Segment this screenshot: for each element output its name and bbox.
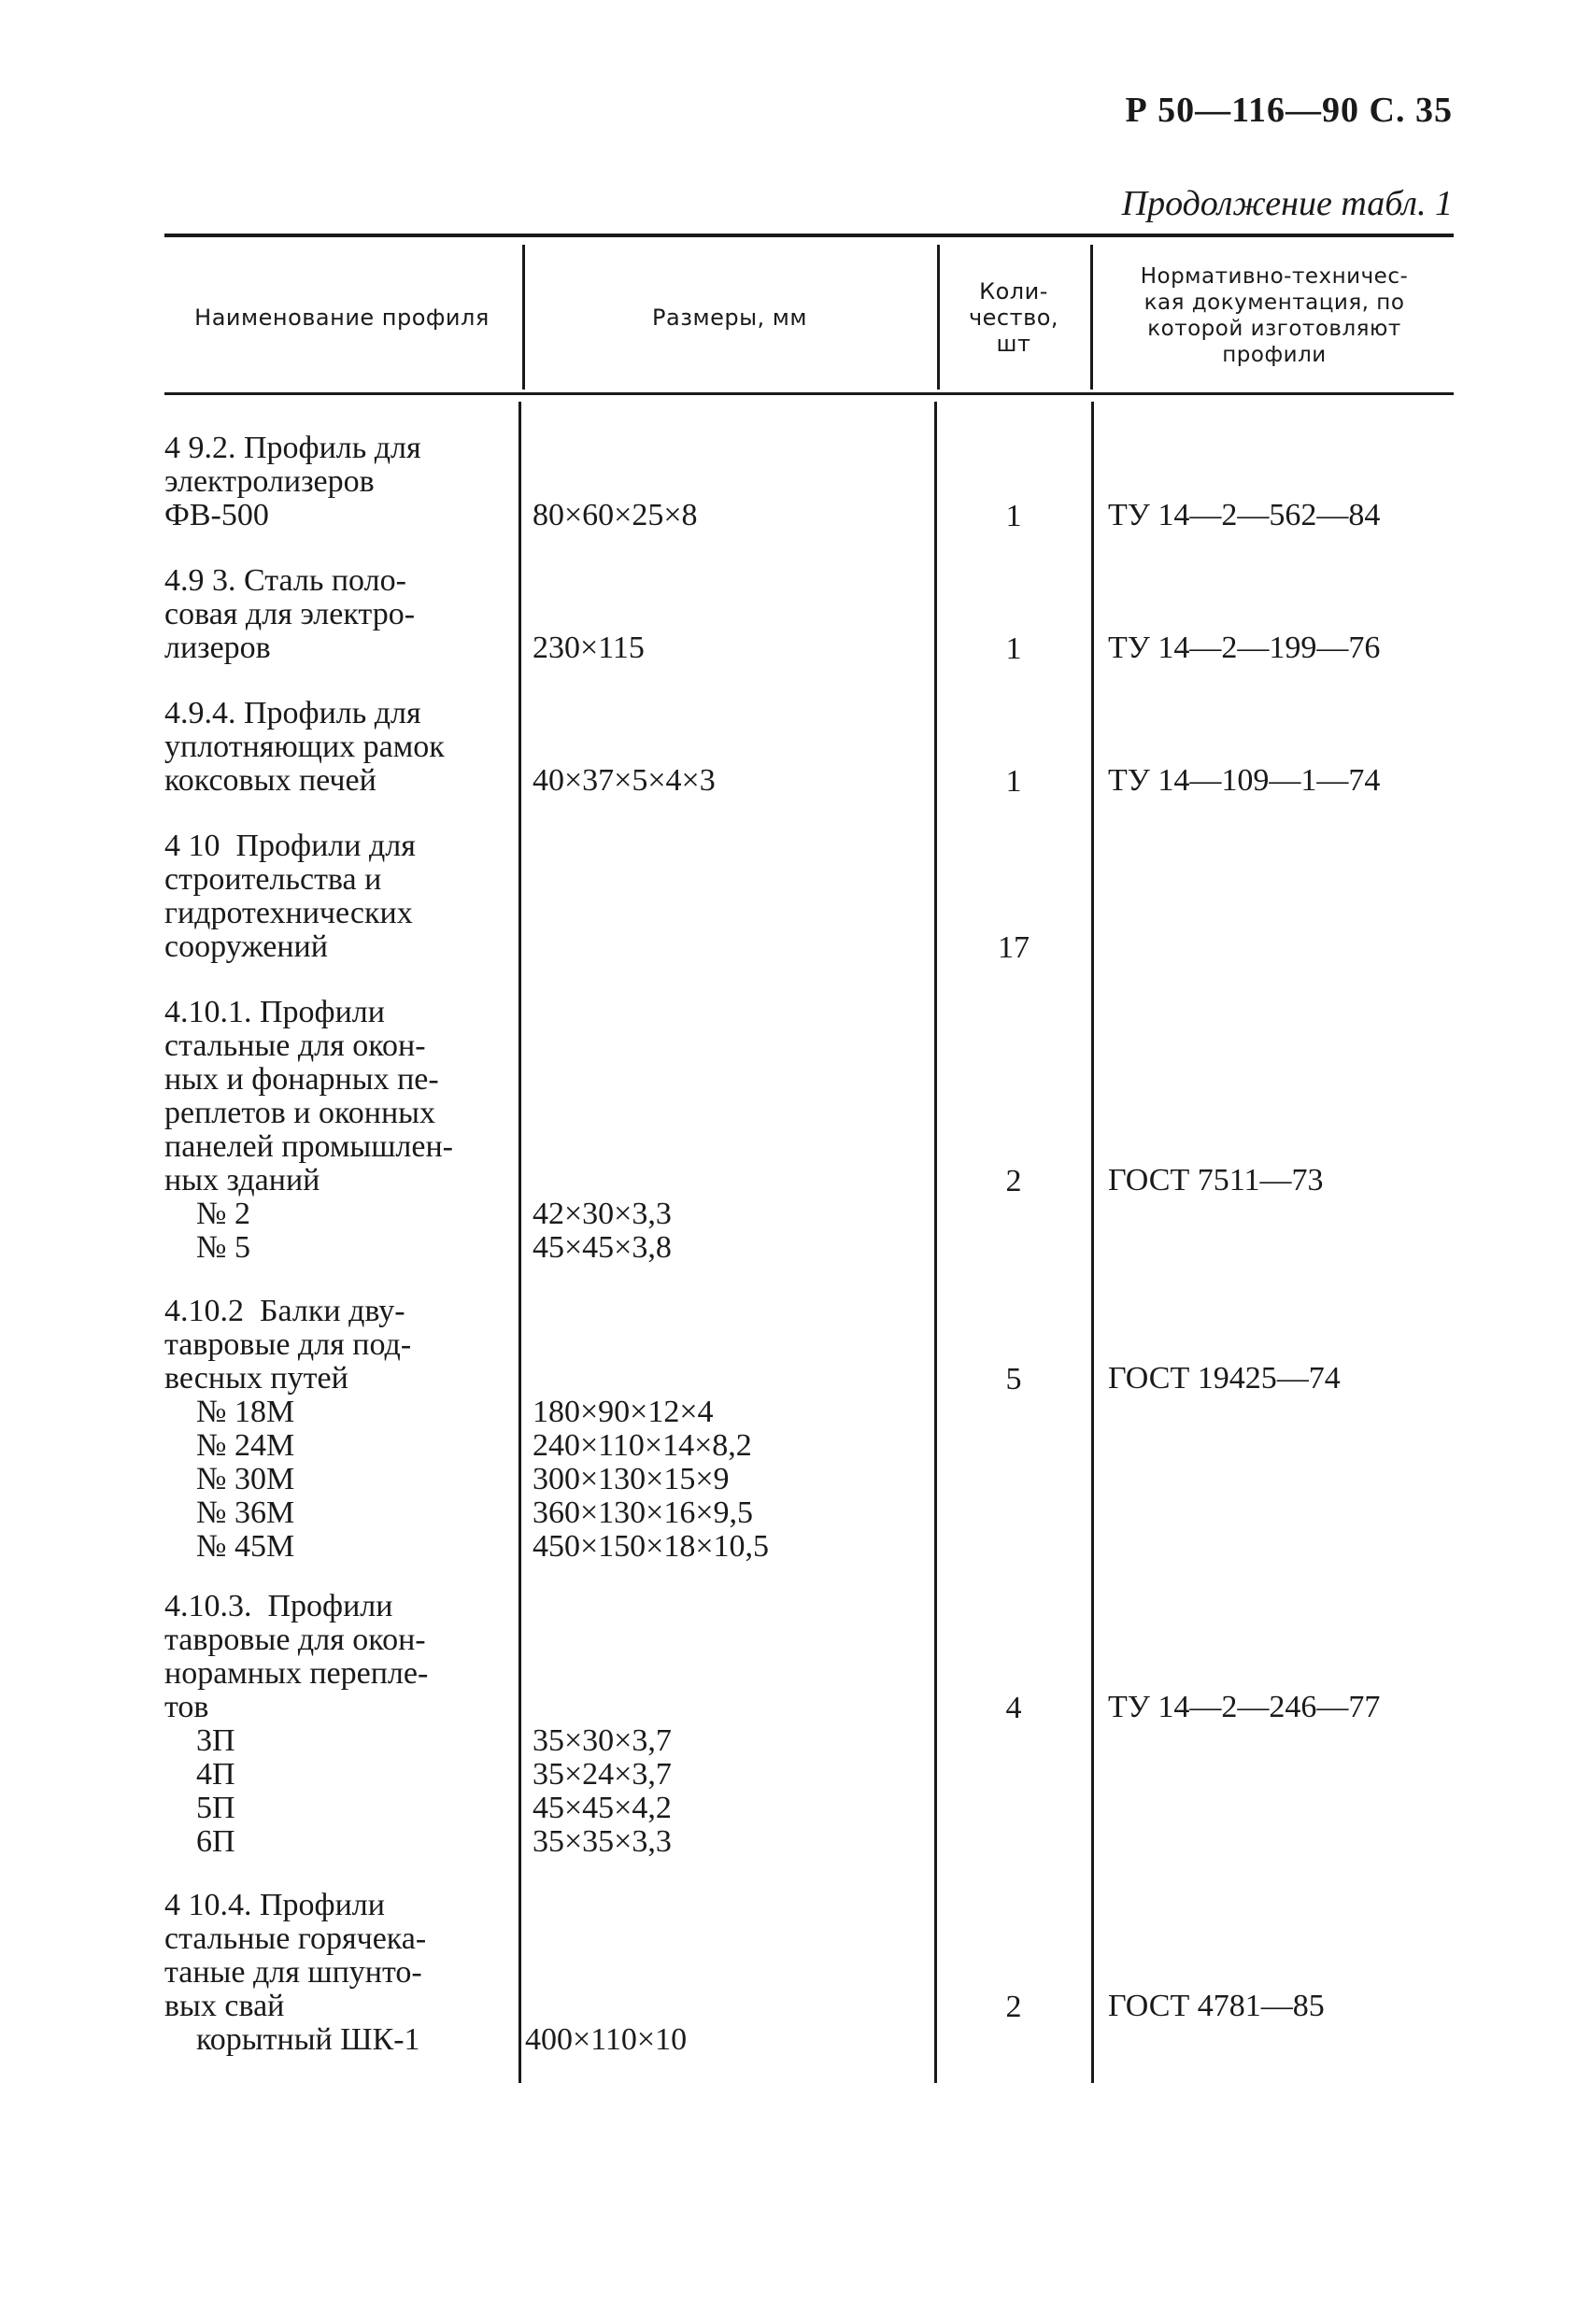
column-header-document: Нормативно-техничес- кая документация, по которой изготовляют профили (1140, 264, 1409, 367)
table-row-quantity: 1 (1005, 499, 1022, 533)
table-row-dimensions: 35×30×3,7 35×24×3,7 45×45×4,2 35×35×3,3 (533, 1723, 672, 1859)
table-row-quantity: 1 (1005, 631, 1022, 666)
table-row-quantity: 2 (1005, 1990, 1022, 2024)
table-row-quantity: 17 (998, 930, 1030, 965)
table-row-document: ГОСТ 4781—85 (1108, 1989, 1325, 2023)
table-row-quantity: 4 (1005, 1691, 1022, 1725)
table-row-dimensions: 180×90×12×4 240×110×14×8,2 300×130×15×9 360×130×16×9,5 450×150×18×10,5 (533, 1395, 770, 1564)
table-row-document: ГОСТ 19425—74 (1108, 1361, 1341, 1396)
table-row-document: ТУ 14—2—246—77 (1108, 1690, 1381, 1724)
table-row-quantity: 5 (1005, 1362, 1022, 1396)
column-divider (934, 402, 937, 2083)
table-continuation-label: Продолжение табл. 1 (1121, 184, 1453, 223)
table-row-dimensions: 80×60×25×8 (533, 498, 698, 532)
table-row-dimensions: 400×110×10 (525, 2022, 688, 2057)
column-header-dimensions: Размеры, мм (652, 305, 807, 331)
table-header-rule (164, 392, 1454, 395)
table-row-document: ГОСТ 7511—73 (1108, 1163, 1324, 1197)
column-divider (1090, 245, 1093, 390)
table-row-name: 4.10.1. Профили стальные для окон- ных и фонарных пе- реплетов и оконных панелей промышлен- ных зданий № 2 № 5 (164, 995, 453, 1265)
table-row-name: 4 10 Профили для строительства и гидротехнических сооружений (164, 829, 416, 964)
column-divider (1091, 402, 1094, 2083)
table-row-dimensions: 40×37×5×4×3 (533, 763, 716, 798)
table-top-rule (164, 234, 1454, 237)
table-row-name: 4 9.2. Профиль для электролизеров ФВ-500 (164, 431, 421, 532)
table-row-name: 4 10.4. Профили стальные горячека- таные для шпунто- вых свай корытный ШК-1 (164, 1888, 427, 2057)
table-row-document: ТУ 14—2—199—76 (1108, 631, 1381, 665)
table-row-name: 4.10.2 Балки дву- тавровые для под- весных путей № 18М № 24М № 30М № 36М № 45М (164, 1294, 412, 1564)
table-row-quantity: 1 (1005, 764, 1022, 799)
table-row-name: 4.9.4. Профиль для уплотняющих рамок коксовых печей (164, 696, 445, 798)
table-row-quantity: 2 (1005, 1164, 1022, 1198)
column-header-quantity: Коли- чество, шт (968, 278, 1059, 357)
table-row-dimensions: 42×30×3,3 45×45×3,8 (533, 1197, 672, 1265)
table-row-dimensions: 230×115 (533, 631, 645, 665)
column-header-name: Наименование профиля (194, 305, 490, 331)
table-row-name: 4.9 3. Сталь поло- совая для электро- лизеров (164, 563, 416, 665)
table-row-document: ТУ 14—109—1—74 (1108, 763, 1381, 798)
table-row-document: ТУ 14—2—562—84 (1108, 498, 1381, 532)
table-row-name: 4.10.3. Профили тавровые для окон- норамных перепле- тов 3П 4П 5П 6П (164, 1589, 429, 1859)
column-divider (518, 402, 521, 2083)
page-reference: Р 50—116—90 С. 35 (1125, 91, 1453, 130)
